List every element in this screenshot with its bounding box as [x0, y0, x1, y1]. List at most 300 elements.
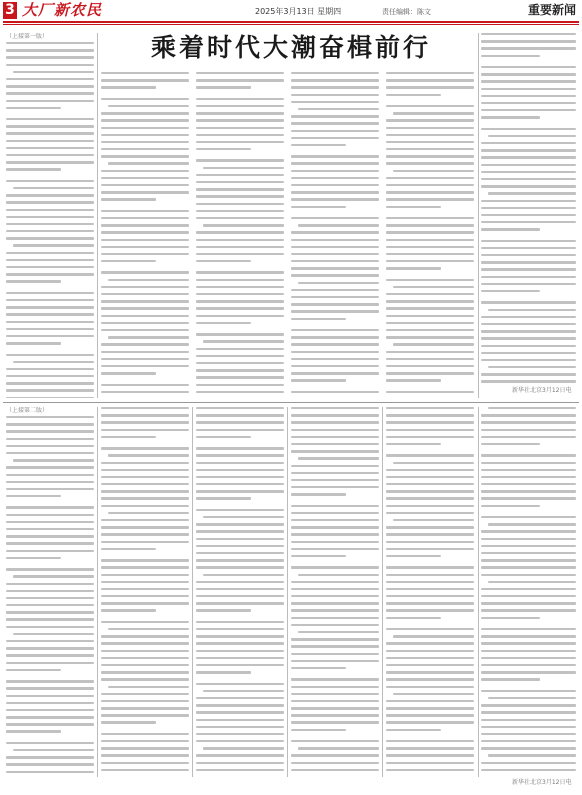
text-line — [6, 259, 94, 261]
text-line — [386, 533, 474, 535]
lower-signature: 新华社北京3月12日电 — [512, 779, 572, 786]
text-line — [291, 740, 379, 742]
text-line — [101, 721, 156, 723]
text-line — [6, 640, 94, 642]
text-line — [6, 528, 94, 530]
text-line — [6, 702, 94, 704]
text-line — [6, 550, 94, 552]
text-line — [6, 64, 94, 66]
text-line — [6, 716, 94, 718]
text-line — [6, 654, 94, 656]
text-line — [196, 754, 284, 756]
text-line — [481, 33, 576, 35]
text-line — [196, 119, 284, 121]
text-line — [6, 495, 61, 497]
text-line — [386, 700, 474, 702]
text-line — [291, 296, 379, 298]
text-line — [481, 671, 576, 673]
text-line — [196, 369, 284, 371]
text-line — [196, 72, 284, 74]
text-line — [481, 505, 540, 507]
text-line — [101, 664, 189, 666]
text-line — [481, 617, 540, 619]
text-line — [481, 530, 576, 532]
text-line — [481, 228, 540, 230]
text-line — [481, 247, 576, 249]
text-line — [13, 361, 94, 363]
text-line — [6, 42, 94, 44]
continued-from-label: （上接第二版） — [6, 407, 49, 414]
text-line — [291, 421, 379, 423]
text-line — [386, 253, 474, 255]
text-line — [386, 541, 474, 543]
text-line — [196, 704, 284, 706]
text-line — [481, 719, 576, 721]
text-line — [291, 429, 379, 431]
text-line — [196, 391, 284, 393]
lower-column-5 — [386, 407, 474, 775]
text-line — [298, 282, 379, 284]
text-line — [6, 438, 94, 440]
text-line — [481, 726, 576, 728]
text-line — [291, 700, 379, 702]
text-line — [481, 337, 576, 339]
text-line — [481, 483, 576, 485]
text-line — [6, 78, 94, 80]
text-line — [196, 762, 284, 764]
text-line — [196, 454, 284, 456]
text-line — [481, 40, 576, 42]
text-line — [386, 595, 474, 597]
text-line — [291, 372, 379, 374]
text-line — [196, 559, 284, 561]
text-line — [291, 714, 379, 716]
text-line — [196, 545, 284, 547]
text-line — [6, 85, 94, 87]
text-line — [393, 462, 474, 464]
text-line — [6, 618, 94, 620]
masthead-rule-thin — [3, 24, 579, 25]
text-line — [6, 147, 94, 149]
text-line — [481, 642, 576, 644]
text-line — [481, 373, 576, 375]
text-line — [291, 267, 379, 269]
text-line — [6, 168, 61, 170]
text-line — [291, 762, 379, 764]
text-line — [101, 421, 189, 423]
text-line — [386, 307, 474, 309]
text-line — [481, 436, 576, 438]
text-line — [291, 595, 379, 597]
text-line — [298, 457, 379, 459]
text-line — [196, 112, 284, 114]
text-line — [101, 86, 156, 88]
text-line — [196, 188, 284, 190]
page-number: 3 — [3, 2, 17, 19]
text-line — [203, 747, 284, 749]
text-line — [6, 430, 94, 432]
text-line — [196, 588, 284, 590]
text-line — [101, 747, 189, 749]
text-line — [386, 79, 474, 81]
text-line — [101, 436, 156, 438]
text-line — [481, 414, 576, 416]
text-line — [6, 626, 94, 628]
text-line — [196, 538, 284, 540]
text-line — [291, 519, 379, 521]
text-line — [386, 762, 474, 764]
text-line — [291, 769, 379, 771]
text-line — [6, 583, 94, 585]
text-line — [196, 733, 284, 735]
text-line — [488, 523, 576, 525]
text-line — [481, 476, 576, 478]
text-line — [101, 271, 189, 273]
column-text — [6, 42, 94, 398]
text-line — [196, 581, 284, 583]
text-line — [101, 693, 189, 695]
text-line — [108, 628, 189, 630]
text-line — [6, 335, 94, 337]
text-line — [481, 609, 576, 611]
text-line — [291, 667, 346, 669]
text-line — [196, 671, 251, 673]
text-line — [291, 289, 379, 291]
text-line — [6, 597, 94, 599]
text-line — [203, 224, 284, 226]
text-line — [481, 552, 576, 554]
text-line — [291, 602, 379, 604]
text-line — [386, 581, 474, 583]
text-line — [196, 195, 284, 197]
text-line — [101, 286, 189, 288]
text-line — [101, 762, 189, 764]
text-line — [196, 462, 284, 464]
text-line — [291, 407, 379, 409]
text-line — [291, 310, 379, 312]
text-line — [6, 611, 94, 613]
lower-column-1 — [6, 407, 94, 775]
text-line — [291, 198, 379, 200]
text-line — [488, 366, 576, 368]
text-line — [291, 479, 379, 481]
text-line — [101, 559, 189, 561]
text-line — [291, 450, 379, 452]
text-line — [203, 574, 284, 576]
text-line — [291, 206, 346, 208]
text-line — [101, 574, 189, 576]
column-rule — [287, 407, 288, 777]
text-line — [488, 309, 576, 311]
text-line — [291, 246, 379, 248]
text-line — [481, 635, 576, 637]
text-line — [6, 230, 94, 232]
text-line — [481, 664, 576, 666]
paper-name: 大厂新农民 — [22, 1, 103, 19]
text-line — [386, 217, 474, 219]
text-line — [196, 683, 284, 685]
text-line — [101, 307, 189, 309]
text-line — [386, 239, 474, 241]
text-line — [6, 140, 94, 142]
text-line — [481, 352, 576, 354]
text-line — [196, 231, 284, 233]
text-line — [386, 729, 441, 731]
text-line — [291, 624, 379, 626]
column-rule — [192, 407, 193, 777]
text-line — [291, 754, 379, 756]
text-line — [488, 697, 576, 699]
text-line — [386, 650, 474, 652]
text-line — [481, 733, 576, 735]
text-line — [386, 505, 474, 507]
text-line — [196, 719, 284, 721]
text-line — [481, 116, 540, 118]
text-line — [291, 526, 379, 528]
text-line — [386, 678, 474, 680]
text-line — [481, 545, 576, 547]
text-line — [101, 635, 189, 637]
column-rule — [478, 33, 479, 398]
text-line — [386, 436, 474, 438]
text-line — [13, 244, 94, 246]
text-line — [196, 657, 284, 659]
text-line — [393, 519, 474, 521]
text-line — [386, 246, 474, 248]
text-line — [196, 476, 284, 478]
text-line — [481, 207, 576, 209]
text-line — [101, 621, 189, 623]
text-line — [291, 162, 379, 164]
text-line — [488, 135, 576, 137]
text-line — [6, 514, 94, 516]
text-line — [291, 122, 379, 124]
text-line — [386, 566, 474, 568]
text-line — [481, 566, 576, 568]
text-line — [386, 155, 474, 157]
text-line — [108, 105, 189, 107]
text-line — [386, 548, 474, 550]
text-line — [101, 329, 189, 331]
column-text — [291, 407, 379, 775]
text-line — [481, 156, 576, 158]
text-line — [196, 376, 284, 378]
text-line — [6, 328, 94, 330]
text-line — [101, 566, 189, 568]
text-line — [101, 707, 189, 709]
text-line — [196, 271, 284, 273]
text-line — [386, 747, 474, 749]
text-line — [101, 414, 189, 416]
text-line — [6, 321, 94, 323]
text-line — [386, 707, 474, 709]
text-line — [196, 609, 251, 611]
text-line — [196, 174, 284, 176]
text-line — [481, 380, 576, 382]
text-line — [101, 72, 189, 74]
text-line — [481, 95, 576, 97]
text-line — [481, 261, 576, 263]
text-line — [108, 279, 189, 281]
text-line — [291, 274, 379, 276]
text-line — [291, 541, 379, 543]
text-line — [481, 359, 576, 361]
text-line — [6, 416, 94, 418]
text-line — [101, 505, 189, 507]
text-line — [291, 729, 346, 731]
text-line — [298, 574, 379, 576]
text-line — [6, 452, 94, 454]
text-line — [6, 266, 94, 268]
text-line — [393, 170, 474, 172]
text-line — [6, 423, 94, 425]
text-line — [196, 552, 284, 554]
text-line — [6, 368, 94, 370]
upper-column-1 — [6, 33, 94, 398]
text-line — [481, 171, 576, 173]
text-line — [481, 574, 576, 576]
text-line — [386, 490, 474, 492]
text-line — [291, 414, 379, 416]
text-line — [386, 664, 474, 666]
text-line — [481, 429, 576, 431]
text-line — [481, 747, 576, 749]
text-line — [101, 260, 156, 262]
text-line — [6, 132, 94, 134]
text-line — [481, 711, 576, 713]
text-line — [6, 180, 94, 182]
text-line — [101, 79, 189, 81]
text-line — [196, 664, 284, 666]
text-line — [101, 609, 156, 611]
text-line — [291, 686, 379, 688]
text-line — [101, 322, 189, 324]
text-line — [481, 345, 576, 347]
text-line — [386, 657, 474, 659]
text-line — [386, 714, 474, 716]
text-line — [101, 384, 189, 386]
article-divider — [3, 402, 579, 403]
text-line — [196, 436, 251, 438]
text-line — [481, 497, 576, 499]
column-text — [101, 407, 189, 775]
text-line — [6, 647, 94, 649]
text-line — [6, 209, 94, 211]
section-tag: 重要新闻 — [527, 3, 576, 17]
text-line — [101, 657, 189, 659]
column-text — [481, 33, 576, 385]
text-line — [386, 379, 441, 381]
text-line — [101, 541, 189, 543]
text-line — [196, 134, 284, 136]
text-line — [108, 336, 189, 338]
text-line — [291, 581, 379, 583]
text-line — [101, 548, 156, 550]
text-line — [6, 590, 94, 592]
text-line — [101, 447, 189, 449]
text-line — [481, 559, 576, 561]
upper-column-5 — [386, 72, 474, 398]
text-line — [196, 407, 284, 409]
text-line — [101, 497, 189, 499]
text-line — [386, 497, 474, 499]
text-line — [101, 483, 189, 485]
text-line — [6, 154, 94, 156]
text-line — [196, 697, 284, 699]
text-line — [481, 290, 540, 292]
text-line — [291, 351, 379, 353]
text-line — [386, 148, 474, 150]
text-line — [386, 483, 474, 485]
text-line — [6, 306, 94, 308]
text-line — [291, 533, 379, 535]
lower-column-6 — [481, 407, 576, 775]
text-line — [101, 581, 189, 583]
text-line — [101, 650, 189, 652]
text-line — [386, 134, 474, 136]
text-line — [386, 609, 474, 611]
text-line — [481, 128, 576, 130]
text-line — [393, 635, 474, 637]
text-line — [386, 588, 474, 590]
upper-column-2 — [101, 72, 189, 398]
text-line — [196, 141, 284, 143]
text-line — [101, 391, 189, 393]
text-line — [481, 178, 576, 180]
text-line — [291, 144, 346, 146]
text-line — [291, 566, 379, 568]
column-text — [481, 407, 576, 775]
text-line — [291, 486, 379, 488]
text-line — [101, 476, 189, 478]
text-line — [6, 342, 61, 344]
text-line — [101, 365, 189, 367]
text-line — [6, 49, 94, 51]
text-line — [101, 769, 189, 771]
text-line — [101, 469, 189, 471]
text-line — [6, 687, 94, 689]
text-line — [386, 414, 474, 416]
text-line — [196, 509, 284, 511]
text-line — [101, 343, 189, 345]
text-line — [108, 454, 189, 456]
text-line — [386, 119, 474, 121]
text-line — [291, 94, 379, 96]
text-line — [6, 604, 94, 606]
text-line — [196, 769, 284, 771]
text-line — [196, 711, 284, 713]
text-line — [101, 358, 189, 360]
text-line — [13, 459, 94, 461]
text-line — [291, 137, 379, 139]
text-line — [386, 141, 474, 143]
text-line — [386, 260, 474, 262]
text-line — [101, 754, 189, 756]
text-line — [6, 662, 94, 664]
text-line — [101, 642, 189, 644]
text-line — [13, 749, 94, 751]
text-line — [203, 167, 284, 169]
text-line — [386, 300, 474, 302]
text-line — [6, 730, 61, 732]
text-line — [6, 389, 94, 391]
text-line — [101, 588, 189, 590]
text-line — [481, 47, 576, 49]
text-line — [196, 315, 284, 317]
text-line — [481, 268, 576, 270]
text-line — [6, 125, 94, 127]
text-line — [196, 203, 284, 205]
